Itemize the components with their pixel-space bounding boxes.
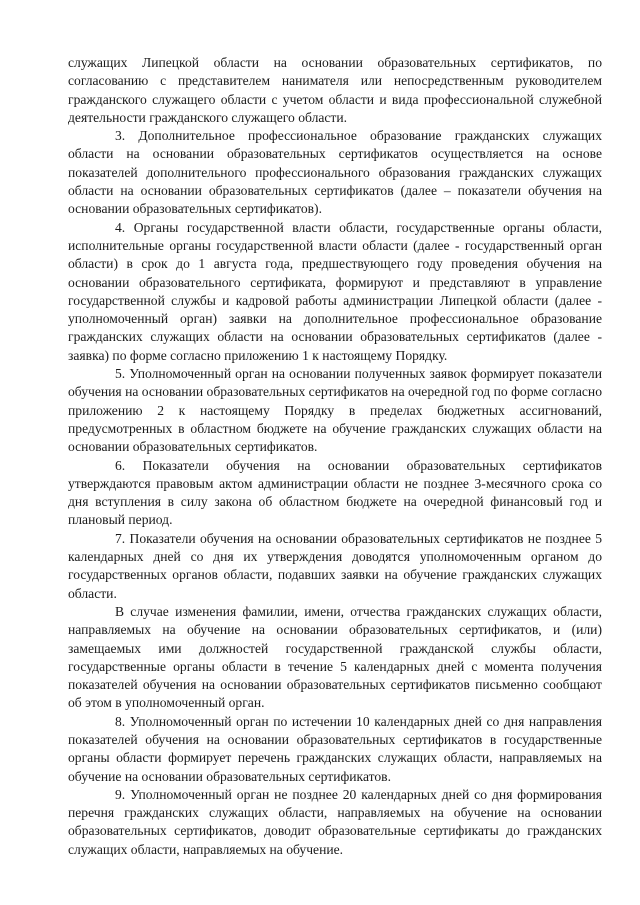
paragraph-3: 3. Дополнительное профессиональное образование гражданских служащих области на основании образовательных сертификатов осуществляется на основе показателей дополнительного профессионального образования гражданских служащих области на основании образовательных сертификатов (далее – показатели обучения на основании образовательных сертификатов).	[68, 128, 602, 217]
paragraph-9: 9. Уполномоченный орган не позднее 20 календарных дней со дня формирования перечня гражданских служащих области, направляемых на обучение на основании образовательных сертификатов, доводит образовательные сертификаты до гражданских служащих области, направляемых на обучение.	[68, 786, 602, 857]
paragraph-continuation: служащих Липецкой области на основании образовательных сертификатов, по согласованию с представителем нанимателя или непосредственным руководителем гражданского служащего области с учетом области и вида профессиональной служебной деятельности гражданского служащего области.	[68, 55, 602, 125]
paragraph-7: 7. Показатели обучения на основании образовательных сертификатов не позднее 5 календарных дней со дня их утверждения доводятся уполномоченным органом до государственных органов области, подавших заявки на обучение гражданских служащих области.	[68, 530, 602, 601]
paragraph-7-change-case: В случае изменения фамилии, имени, отчества гражданских служащих области, направляемых на обучение на основании образовательных сертификатов, и (или) замещаемых ими должностей государственной гражданской службы области, государственные органы области в течение 5 календарных дней с момента получения показателей обучения на основании образовательных сертификатов письменно сообщают об этом в уполномоченный орган.	[68, 603, 602, 711]
paragraph-5: 5. Уполномоченный орган на основании полученных заявок формирует показатели обучения на основании образовательных сертификатов на очередной год по форме согласно приложению 2 к настоящему Порядку в пределах бюджетных ассигнований, предусмотренных в областном бюджете на обучение гражданских служащих области на основании образовательных сертификатов.	[68, 366, 602, 455]
paragraph-4: 4. Органы государственной власти области, государственные органы области, исполнительные органы государственной власти области (далее - государственный орган области) в срок до 1 августа года, предшествующего году проведения обучения на основании образовательного сертификата, формируют и представляют в управление государственной службы и кадровой работы администрации Липецкой области (далее - уполномоченный орган) заявки на дополнительное профессиональное образование гражданских служащих области на основании образовательных сертификатов (далее - заявка) по форме согласно приложению 1 к настоящему Порядку.	[68, 219, 602, 363]
paragraph-8: 8. Уполномоченный орган по истечении 10 календарных дней со дня направления показателей обучения на основании образовательных сертификатов в государственные органы области формирует перечень гражданских служащих области, направляемых на обучение на основании образовательных сертификатов.	[68, 713, 602, 784]
paragraph-6: 6. Показатели обучения на основании образовательных сертификатов утверждаются правовым актом администрации области не позднее 3-месячного срока со дня вступления в силу закона об областном бюджете на очередной финансовый год и плановый период.	[68, 457, 602, 528]
